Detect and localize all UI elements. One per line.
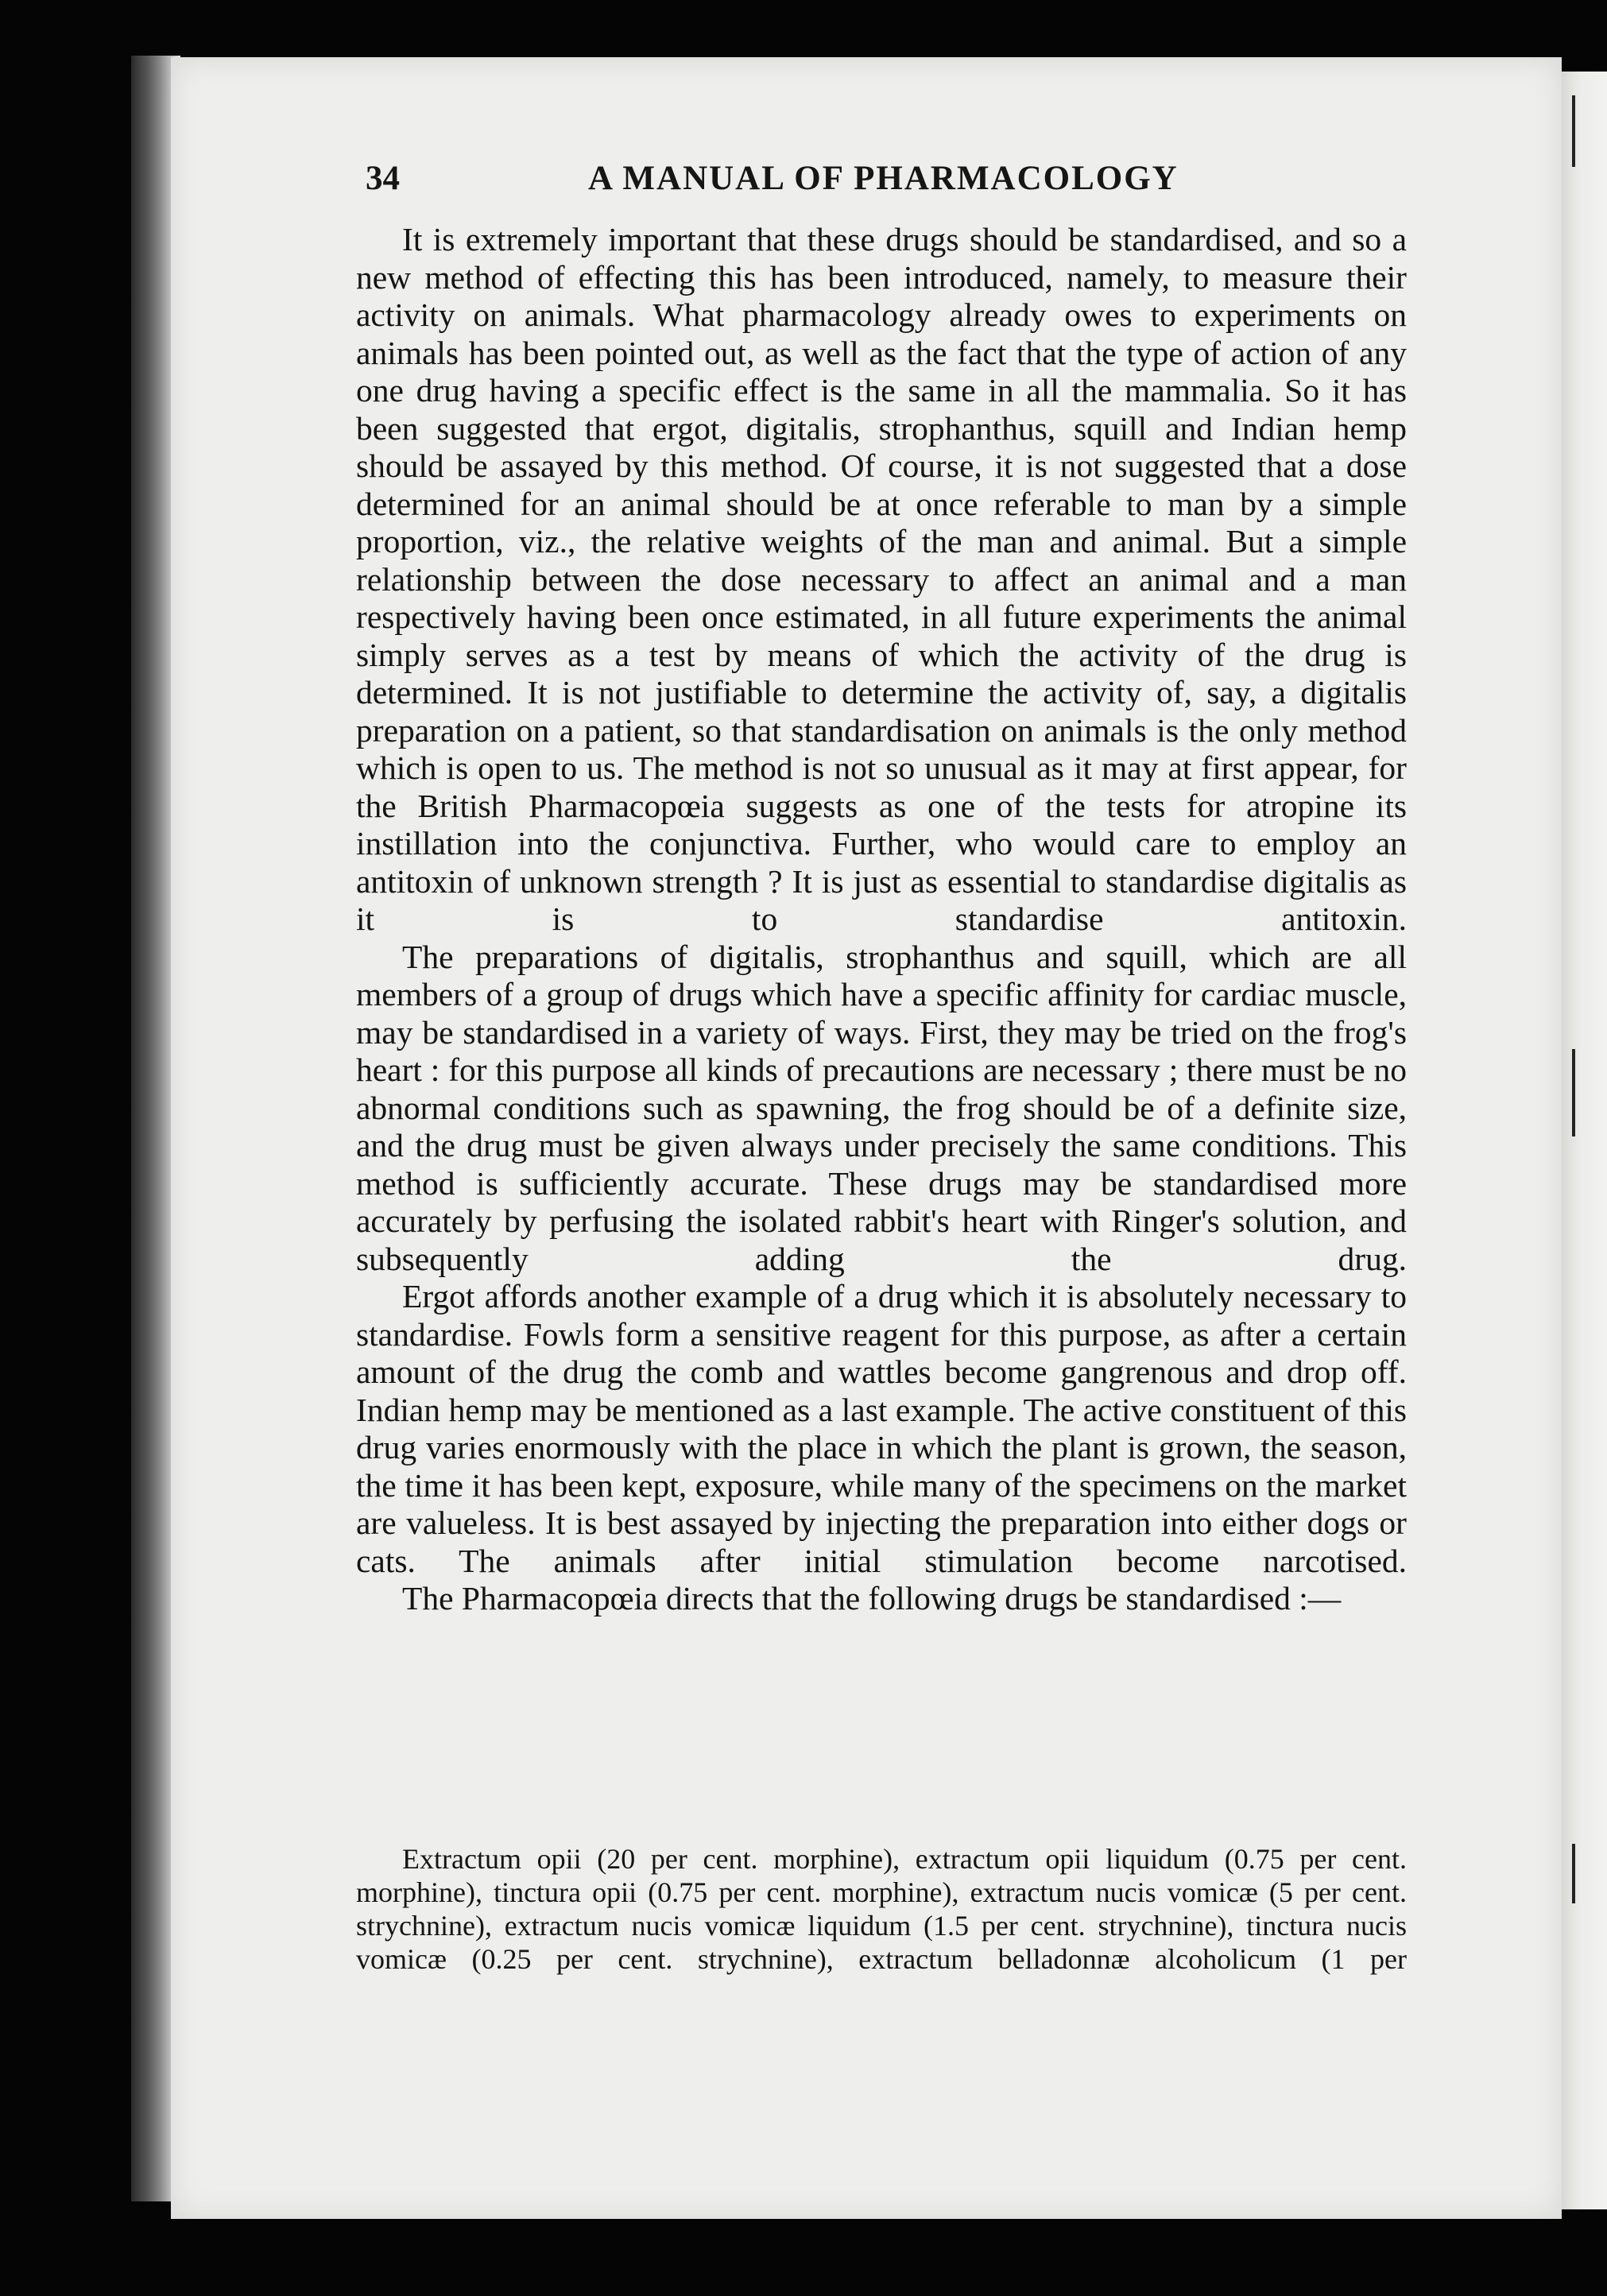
list-paragraph: Extractum opii (20 per cent. morphine), extractum opii liquidum (0.75 per cent. morphine), tinctura opii (0.75 per cent. morphine), extractum nucis vomicæ (5 per cent. strychnine), extractum nucis vomicæ liquidum (1.5 per cent. strychnine), tinctura nucis vomicæ (0.25 per cent. strychnine), extractum belladonnæ alcoholicum (1 per: [356, 1843, 1407, 1975]
paragraph: Ergot affords another example of a drug which it is absolutely necessary to standardise. Fowls form a sensitive reagent for this purpose, as after a certain amount of the drug the comb and wattles become gangrenous and drop off. Indian hemp may be mentioned as a last example. The active constituent of this drug varies enormously with the place in which the plant is grown, the season, the time it has been kept, exposure, while many of the specimens on the market are valueless. It is best assayed by injecting the preparation into either dogs or cats. The animals after initial stimulation become narcotised.: [356, 1278, 1407, 1579]
book-title: A MANUAL OF PHARMACOLOGY: [588, 160, 1179, 197]
body-text: [356, 221, 1407, 1618]
running-head: [366, 159, 1399, 207]
paragraph: The preparations of digitalis, strophanthus and squill, which are all members of a group of drugs which have a specific affinity for cardiac muscle, may be standardised in a variety of ways. First, they may be tried on the frog's heart : for this purpose all kinds of precautions are necessary ; there must be no abnormal conditions such as spawning, the frog should be of a definite size, and the drug must be given always under precisely the same conditions. This method is sufficiently accurate. These drugs may be standardised more accurately by perfusing the isolated rabbit's heart with Ringer's solution, and subsequently adding the drug.: [356, 938, 1407, 1277]
paragraph: The Pharmacopœia directs that the following drugs be standardised :—: [402, 1580, 1342, 1616]
page-edge-mark: [1572, 1844, 1575, 1903]
paragraph: It is extremely important that these drugs should be standardised, and so a new method of effecting this has been introduced, namely, to measure their activity on animals. What pharmacology already owes to experiments on animals has been pointed out, as well as the fact that the type of action of any one drug having a specific effect is the same in all the mammalia. So it has been suggested that ergot, digitalis, strophanthus, squill and Indian hemp should be assayed by this method. Of course, it is not suggested that a dose determined for an animal should be at once referable to man by a simple proportion, viz., the relative weights of the man and animal. But a simple relationship between the dose necessary to affect an animal and a man respectively having been once estimated, in all future experiments the animal simply serves as a test by means of which the activity of the drug is determined. It is not justifiable to determine the activity of, say, a digitalis preparation on a patient, so that standardisation on animals is the only method which is open to us. The method is not so unusual as it may at first appear, for the British Pharmacopœia suggests as one of the tests for atropine its instillation into the conjunctiva. Further, who would care to employ an antitoxin of unknown strength ? It is just as essential to standardise digitalis as it is to standardise antitoxin.: [356, 221, 1407, 937]
facing-page-edge: [1562, 72, 1607, 2209]
page-edge-mark: [1572, 1049, 1575, 1136]
page-edge-mark: [1572, 95, 1575, 167]
page-number: 34: [366, 160, 400, 197]
standardised-drugs-list: [356, 1842, 1407, 1976]
